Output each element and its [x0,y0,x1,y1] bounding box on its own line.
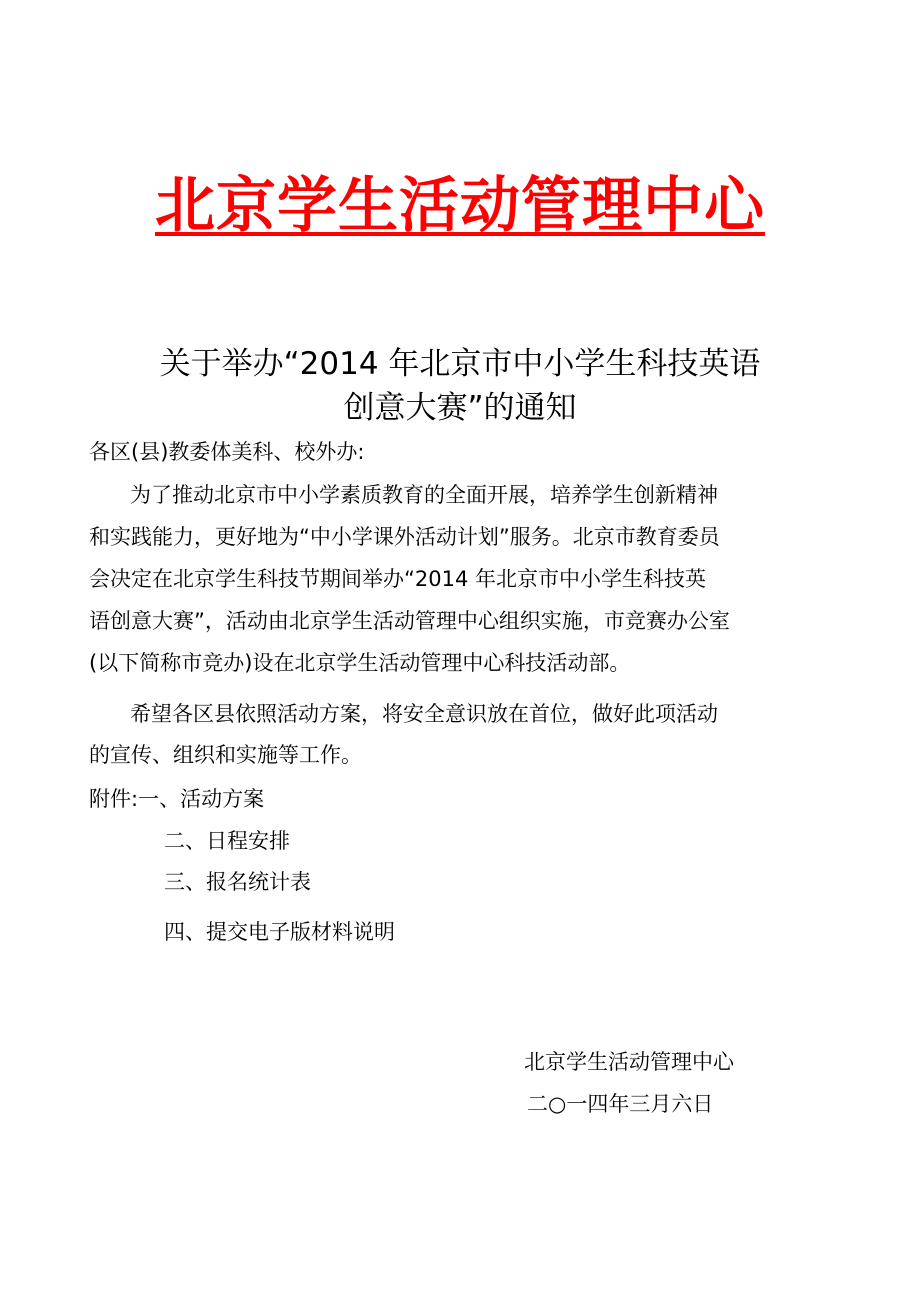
masthead-title [0,166,920,246]
body-line: 会决定在北京学生科技节期间举办“2014 年北京市中小学生科技英 [89,567,706,591]
body-line: 希望各区县依照活动方案，将安全意识放在首位，做好此项活动 [130,702,718,726]
body-line: 的宣传、组织和实施等工作。 [89,743,362,767]
attachments-label: 附件:一、活动方案 [89,787,265,811]
body-line: 和实践能力，更好地为“中小学课外活动计划”服务。北京市教育委员 [89,525,720,549]
signature-organization: 北京学生活动管理中心 [524,1050,734,1074]
attachment-item: 四、提交电子版材料说明 [164,920,395,944]
signature-date: 二○一四年三月六日 [527,1092,714,1116]
masthead-text: 北京学生活动管理中心 [155,171,765,241]
body-line: 为了推动北京市中小学素质教育的全面开展，培养学生创新精神 [130,483,718,507]
salutation: 各区(县)教委体美科、校外办: [89,440,365,464]
notice-title-line-2: 创意大赛”的通知 [343,390,577,426]
notice-title-line-1: 关于举办“2014 年北京市中小学生科技英语 [159,346,761,382]
attachment-item: 二、日程安排 [164,829,290,853]
body-line: (以下简称市竞办)设在北京学生活动管理中心科技活动部。 [89,651,631,675]
attachment-item: 三、报名统计表 [164,870,311,894]
body-line: 语创意大赛”，活动由北京学生活动管理中心组织实施，市竞赛办公室 [89,609,730,633]
